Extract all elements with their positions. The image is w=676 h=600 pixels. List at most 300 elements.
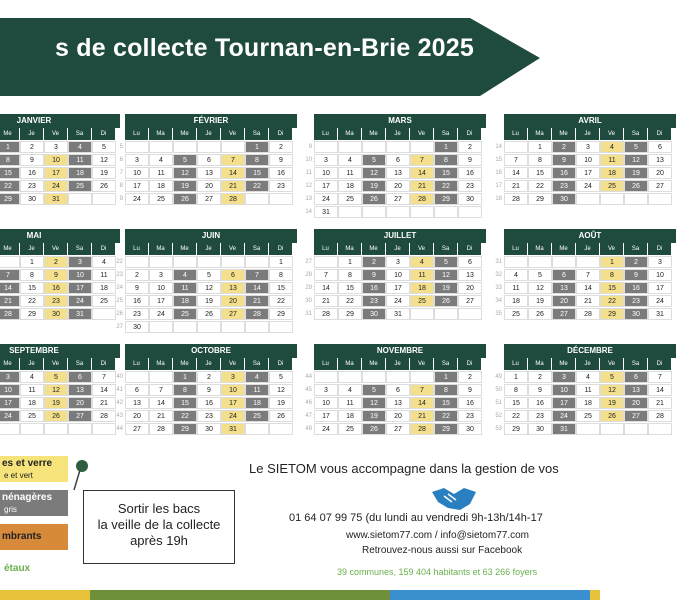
day-cell: 10 [149,282,173,294]
day-cell: 17 [125,180,149,192]
day-cell: 3 [386,256,410,268]
week-number: 14 [305,209,312,215]
week-row [0,422,120,435]
day-cell: 21 [92,397,116,409]
day-cell: 23 [624,295,648,307]
day-cell: 25 [173,308,197,320]
day-cell: 15 [245,167,269,179]
day-cell: 19 [434,282,458,294]
day-cell: 11 [68,154,92,166]
day-cell: 20 [68,397,92,409]
day-cell: 18 [504,295,528,307]
day-cell: 16 [20,167,44,179]
weekday-label: Ma [149,358,173,370]
day-cell: 18 [576,397,600,409]
day-cell [338,141,362,153]
day-cell [362,371,386,383]
weekday-label: Sa [434,243,458,255]
day-cell [173,141,197,153]
weekday-label: Me [0,358,20,370]
day-cell: 22 [504,410,528,422]
day-cell: 15 [173,397,197,409]
day-cell: 25 [504,308,528,320]
day-cell: 23 [458,410,482,422]
day-cell: 31 [314,206,338,218]
day-cell [314,256,338,268]
day-cell [149,321,173,333]
weekday-label: Ve [600,358,624,370]
weekday-header [0,128,120,140]
day-cell: 7 [410,154,434,166]
weekday-label: Di [92,358,116,370]
day-cell: 11 [576,384,600,396]
day-cell: 3 [221,371,245,383]
week-row [0,153,120,166]
day-cell: 2 [125,269,149,281]
day-cell: 17 [149,295,173,307]
week-number: 49 [495,374,502,380]
day-cell [44,423,68,435]
weekday-label: Lu [125,128,149,140]
day-cell: 18 [20,397,44,409]
day-cell: 20 [221,295,245,307]
day-cell [552,256,576,268]
weekday-label: Ve [410,128,434,140]
day-cell: 5 [434,256,458,268]
weekday-label: Ma [338,358,362,370]
week-number: 44 [116,426,123,432]
day-cell [528,256,552,268]
day-cell: 30 [624,308,648,320]
day-cell [68,193,92,205]
day-cell: 26 [362,423,386,435]
day-cell: 5 [362,154,386,166]
day-cell: 16 [458,167,482,179]
day-cell: 4 [20,371,44,383]
weekday-label: Je [386,243,410,255]
day-cell: 12 [528,282,552,294]
day-cell: 14 [0,282,20,294]
week-number: 24 [116,285,123,291]
day-cell: 14 [221,167,245,179]
day-cell: 4 [410,256,434,268]
day-cell: 3 [314,384,338,396]
day-cell: 10 [221,384,245,396]
day-cell [125,371,149,383]
day-cell [314,141,338,153]
contact-phone: 01 64 07 99 75 (du lundi au vendredi 9h-13h/14h-17 [289,512,543,524]
day-cell: 10 [68,269,92,281]
day-cell: 16 [458,397,482,409]
week-number: 23 [116,272,123,278]
day-cell: 19 [362,410,386,422]
month-name: AOÛT [504,229,676,243]
week-row [495,166,676,179]
day-cell: 21 [245,295,269,307]
day-cell: 8 [528,154,552,166]
week-row [116,320,297,333]
day-cell: 25 [338,193,362,205]
page-title: s de collecte Tournan-en-Brie 2025 [55,34,474,62]
day-cell: 2 [362,256,386,268]
day-cell: 18 [68,167,92,179]
day-cell: 2 [458,371,482,383]
reminder-box [83,490,235,564]
weekday-label: Di [269,128,293,140]
week-number: 33 [495,285,502,291]
day-cell: 22 [173,410,197,422]
month-name: MAI [0,229,120,243]
week-number: 40 [116,374,123,380]
day-cell: 1 [504,371,528,383]
day-cell: 12 [434,269,458,281]
day-cell: 30 [458,423,482,435]
week-row [0,166,120,179]
weekday-label: Di [269,243,293,255]
day-cell: 30 [362,308,386,320]
weekday-label: Me [362,243,386,255]
weekday-label: Sa [245,358,269,370]
weekday-label: Ve [44,358,68,370]
day-cell: 28 [221,193,245,205]
day-cell: 21 [149,410,173,422]
week-number: 27 [116,324,123,330]
day-cell: 23 [197,410,221,422]
day-cell [68,423,92,435]
day-cell: 22 [269,295,293,307]
week-number: 7 [119,170,123,176]
week-number: 9 [308,144,312,150]
day-cell: 10 [125,167,149,179]
day-cell: 21 [314,295,338,307]
day-cell: 14 [149,397,173,409]
day-cell: 14 [314,282,338,294]
day-cell: 29 [434,193,458,205]
day-cell: 1 [434,141,458,153]
day-cell: 14 [410,397,434,409]
day-cell: 25 [410,295,434,307]
day-cell: 4 [338,384,362,396]
day-cell: 21 [410,410,434,422]
weekday-label: Je [197,358,221,370]
day-cell [504,256,528,268]
day-cell [269,423,293,435]
footer-bar-green [90,590,390,600]
week-row [305,205,486,218]
day-cell: 13 [458,269,482,281]
day-cell: 29 [20,308,44,320]
day-cell [600,423,624,435]
day-cell: 27 [221,308,245,320]
day-cell: 10 [576,154,600,166]
day-cell: 23 [269,180,293,192]
week-number: 8 [119,183,123,189]
day-cell: 20 [458,282,482,294]
week-row [305,281,486,294]
week-number: 31 [305,311,312,317]
weekday-label: Ve [221,128,245,140]
day-cell [173,321,197,333]
weekday-header [125,358,297,370]
month-11 [305,344,486,435]
day-cell [434,308,458,320]
day-cell: 7 [245,269,269,281]
week-number: 14 [495,144,502,150]
day-cell [0,256,20,268]
day-cell: 28 [149,423,173,435]
day-cell [149,371,173,383]
day-cell: 20 [197,180,221,192]
week-row [305,294,486,307]
weekday-header [504,128,676,140]
day-cell: 11 [245,384,269,396]
day-cell [576,256,600,268]
day-cell: 31 [44,193,68,205]
day-cell [197,256,221,268]
day-cell [269,321,293,333]
week-row [119,179,297,192]
week-row [305,307,486,320]
day-cell: 11 [92,269,116,281]
weekday-label: Me [173,128,197,140]
day-cell: 2 [552,141,576,153]
weekday-label: Sa [434,358,458,370]
weekday-header [504,243,676,255]
contact-web[interactable]: www.sietom77.com / info@sietom77.com [346,530,529,541]
week-row [119,192,297,205]
day-cell: 8 [245,154,269,166]
day-cell: 24 [221,410,245,422]
month-name: OCTOBRE [125,344,297,358]
weekday-label: Di [458,128,482,140]
day-cell: 24 [576,180,600,192]
day-cell: 5 [600,371,624,383]
day-cell [221,256,245,268]
day-cell: 4 [68,141,92,153]
month-4 [495,114,676,205]
day-cell: 12 [269,384,293,396]
day-cell: 7 [410,384,434,396]
day-cell: 13 [197,167,221,179]
week-row [119,140,297,153]
week-row [0,140,120,153]
day-cell: 29 [0,193,20,205]
day-cell: 13 [552,282,576,294]
week-row [305,268,486,281]
week-row [495,409,676,422]
day-cell [362,206,386,218]
day-cell: 31 [648,308,672,320]
day-cell: 7 [576,269,600,281]
day-cell: 7 [149,384,173,396]
day-cell [410,141,434,153]
weekday-label: Lu [125,243,149,255]
week-number: 12 [305,183,312,189]
day-cell: 16 [197,397,221,409]
day-cell: 13 [386,397,410,409]
legend-green-title: étaux [4,563,31,574]
day-cell [125,141,149,153]
weekday-label: Ma [149,243,173,255]
day-cell: 4 [576,371,600,383]
day-cell [434,206,458,218]
day-cell: 19 [600,397,624,409]
day-cell: 26 [92,180,116,192]
weekday-header [0,358,120,370]
weekday-label: Lu [125,358,149,370]
weekday-label: Je [197,128,221,140]
day-cell: 26 [173,193,197,205]
day-cell [149,256,173,268]
day-cell: 5 [197,269,221,281]
week-row [305,153,486,166]
day-cell: 23 [20,180,44,192]
week-number: 27 [305,259,312,265]
weekday-label: Je [20,128,44,140]
legend-gray [0,490,68,516]
day-cell: 3 [149,269,173,281]
week-number: 17 [495,183,502,189]
day-cell: 23 [125,308,149,320]
month-10 [116,344,297,435]
month-5 [0,229,120,320]
day-cell: 22 [600,295,624,307]
day-cell: 16 [624,282,648,294]
day-cell: 26 [269,410,293,422]
day-cell: 26 [362,193,386,205]
day-cell: 25 [245,410,269,422]
weekday-header [0,243,120,255]
weekday-label: Ve [221,358,245,370]
day-cell: 21 [410,180,434,192]
weekday-label: Ma [338,128,362,140]
week-number: 6 [119,157,123,163]
day-cell [245,256,269,268]
week-number: 42 [116,400,123,406]
day-cell [410,371,434,383]
day-cell: 26 [528,308,552,320]
day-cell: 19 [197,295,221,307]
month-name: JUILLET [314,229,486,243]
week-row [0,409,120,422]
week-number: 16 [495,170,502,176]
month-7 [305,229,486,320]
day-cell: 1 [600,256,624,268]
day-cell: 24 [149,308,173,320]
day-cell: 29 [269,308,293,320]
day-cell [0,423,20,435]
day-cell [149,141,173,153]
day-cell [197,321,221,333]
day-cell: 11 [338,167,362,179]
day-cell [386,141,410,153]
day-cell: 9 [624,269,648,281]
reminder-line-3: après 19h [130,533,188,548]
week-row [495,153,676,166]
week-row [0,294,120,307]
weekday-label: Sa [434,128,458,140]
day-cell [314,371,338,383]
day-cell: 6 [552,269,576,281]
day-cell: 2 [44,256,68,268]
week-number: 41 [116,387,123,393]
weekday-label: Di [648,128,672,140]
day-cell: 4 [149,154,173,166]
day-cell: 16 [125,295,149,307]
day-cell: 25 [20,410,44,422]
day-cell: 25 [600,180,624,192]
day-cell: 20 [386,180,410,192]
weekday-label: Ma [338,243,362,255]
day-cell: 10 [44,154,68,166]
day-cell [576,193,600,205]
week-row [305,409,486,422]
contact-stats: 39 communes, 159 404 habitants et 63 266 foyers [337,567,538,577]
day-cell: 28 [504,193,528,205]
week-row [119,166,297,179]
week-number: 9 [119,196,123,202]
week-number: 47 [305,413,312,419]
day-cell: 5 [269,371,293,383]
day-cell: 24 [314,423,338,435]
day-cell [504,141,528,153]
day-cell: 22 [434,180,458,192]
weekday-label: Me [552,243,576,255]
day-cell: 17 [552,397,576,409]
day-cell: 16 [44,282,68,294]
weekday-label: Je [197,243,221,255]
legend-gray-title: nénagères [2,492,53,503]
day-cell: 7 [0,269,20,281]
week-row [495,255,676,268]
weekday-label: Di [648,243,672,255]
month-name: JANVIER [0,114,120,128]
month-1 [0,114,120,205]
week-number: 10 [305,157,312,163]
day-cell [245,423,269,435]
day-cell: 18 [410,282,434,294]
day-cell [648,193,672,205]
day-cell: 25 [68,180,92,192]
day-cell: 3 [314,154,338,166]
weekday-label: Sa [624,243,648,255]
day-cell: 6 [68,371,92,383]
day-cell: 7 [314,269,338,281]
day-cell [221,141,245,153]
day-cell: 11 [173,282,197,294]
day-cell: 20 [386,410,410,422]
weekday-label: Je [576,358,600,370]
week-number: 50 [495,387,502,393]
day-cell: 4 [600,141,624,153]
month-name: JUIN [125,229,297,243]
week-number: 15 [495,157,502,163]
week-number: 52 [495,413,502,419]
title-banner [0,0,600,100]
day-cell [386,206,410,218]
weekday-label: Sa [68,358,92,370]
month-name: MARS [314,114,486,128]
day-cell: 22 [245,180,269,192]
day-cell: 1 [20,256,44,268]
week-number: 22 [116,259,123,265]
day-cell: 25 [92,295,116,307]
weekday-label: Ve [410,243,434,255]
day-cell: 26 [197,308,221,320]
day-cell [197,141,221,153]
day-cell: 27 [125,423,149,435]
day-cell: 18 [245,397,269,409]
